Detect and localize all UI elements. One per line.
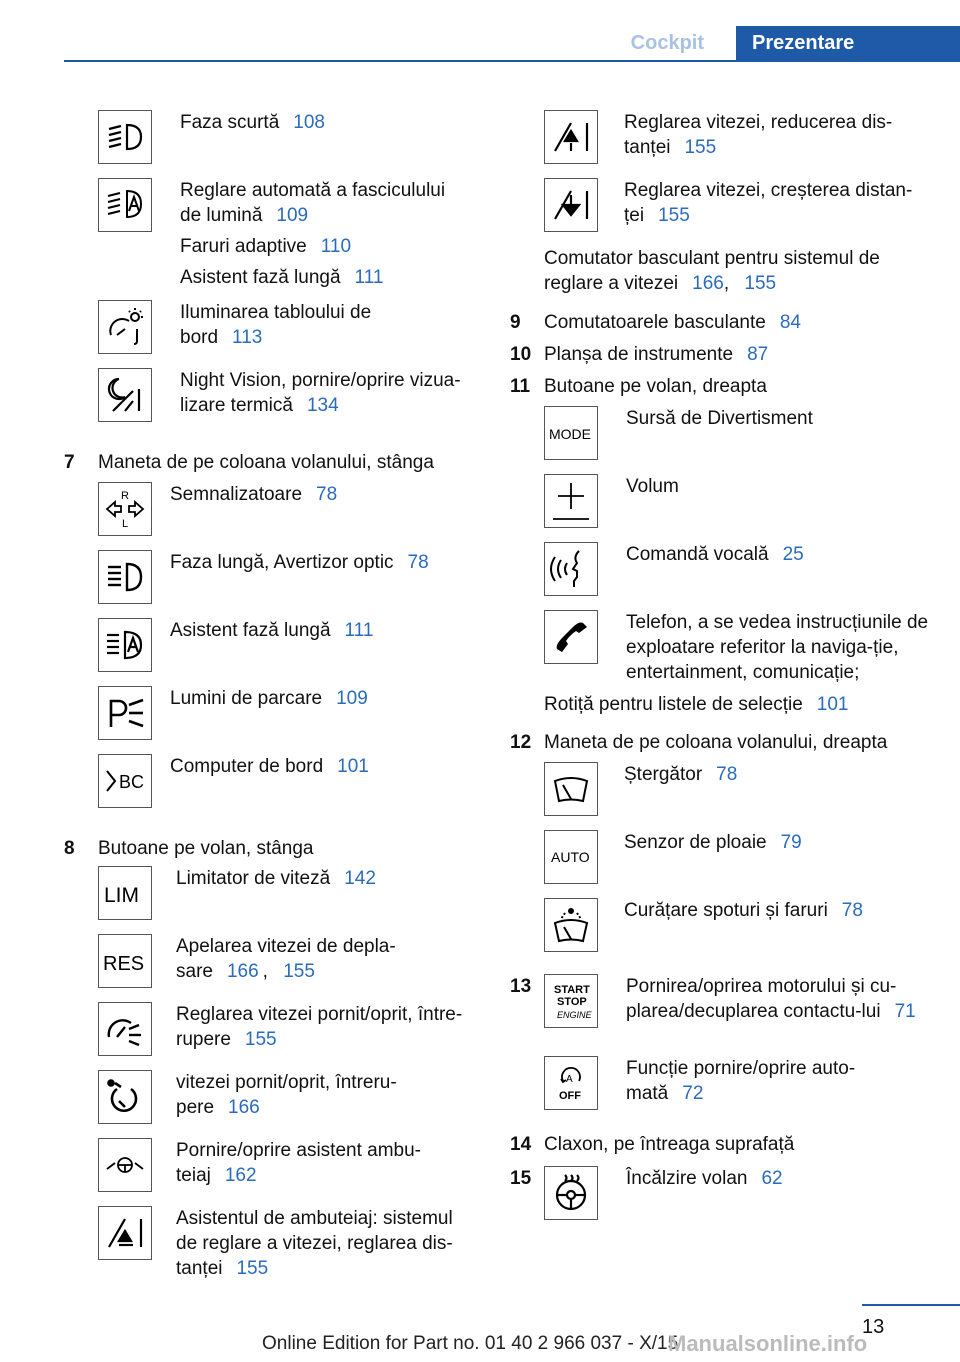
header-rule xyxy=(64,60,960,62)
page-ref-link[interactable]: 71 xyxy=(894,1001,916,1022)
page-ref-link[interactable]: 109 xyxy=(336,688,368,709)
item-label: Reglarea vitezei pornit/oprit, între-rupere xyxy=(176,1004,463,1050)
page-ref-link[interactable]: 113 xyxy=(232,327,263,348)
item-label: Lumini de parcare xyxy=(170,688,323,709)
page-ref-link[interactable]: 162 xyxy=(224,1165,257,1186)
mode-icon xyxy=(544,406,598,460)
section-number: 15 xyxy=(510,1168,532,1189)
section-title: Butoane pe volan, stânga xyxy=(98,838,314,859)
page-ref-link[interactable]: 25 xyxy=(782,544,804,565)
item-label: Comandă vocală xyxy=(626,544,769,565)
item-label: Ștergător xyxy=(624,764,703,785)
item-label: Curățare spoturi și faruri xyxy=(624,900,828,921)
item-label: Rotiță pentru listele de selecție xyxy=(544,694,803,715)
left-column xyxy=(64,110,484,1286)
list-item xyxy=(98,1002,484,1070)
item-label: Sursă de Divertisment xyxy=(626,408,813,429)
page-ref-link[interactable]: 166 xyxy=(228,1097,260,1118)
svg-text:MODE: MODE xyxy=(549,426,591,442)
distance-assist-icon xyxy=(98,1206,152,1260)
page-ref-link[interactable]: 155 xyxy=(744,273,777,294)
page-ref-link[interactable]: 111 xyxy=(344,620,374,641)
item-label: Asistent fază lungă xyxy=(180,267,341,288)
svg-text:RES: RES xyxy=(103,953,145,975)
page-ref-link[interactable]: 110 xyxy=(320,236,352,257)
list-item xyxy=(544,474,930,542)
res-icon xyxy=(98,934,152,988)
page-ref-link[interactable]: 87 xyxy=(747,344,769,365)
start-stop-icon xyxy=(544,974,598,1028)
cruise-icon xyxy=(98,1070,152,1124)
page-ref-link[interactable]: 78 xyxy=(407,552,429,573)
item-label: Pornirea/oprirea motorului și cu-plarea/decuplarea contactu-lui xyxy=(626,976,897,1022)
list-item: RES Apelarea vitezei de depla-sare 166 , 155 xyxy=(98,934,484,1002)
tab-prezentare[interactable]: Prezentare xyxy=(736,26,960,62)
page-ref-link[interactable]: 78 xyxy=(841,900,863,921)
section-number: 8 xyxy=(64,838,75,859)
list-item xyxy=(544,1056,930,1132)
scroll-wheel-note xyxy=(544,692,930,730)
page-ref-link[interactable]: 84 xyxy=(779,312,801,333)
section-number: 12 xyxy=(510,732,532,753)
auto-headlight-icon xyxy=(98,178,152,232)
item-label: Reglare automată a fasciculului de lumină xyxy=(180,180,446,226)
item-label: Faza lungă, Avertizor optic xyxy=(170,552,394,573)
item-label: Reglarea vitezei, creșterea distan-ței xyxy=(624,180,913,226)
page-ref-link[interactable]: 108 xyxy=(293,112,325,133)
item-label: vitezei pornit/oprit, întreru-pere xyxy=(176,1072,397,1118)
section-13 xyxy=(510,974,930,1056)
list-item xyxy=(98,686,484,754)
section-heading xyxy=(510,310,930,342)
item-label: Telefon, a se vedea instrucțiunile de exploatare referitor la naviga-ție, entertainment, comunicație; xyxy=(626,612,929,683)
svg-text:L: L xyxy=(122,518,129,530)
list-item xyxy=(98,1070,484,1138)
item-label: Apelarea vitezei de depla-sare xyxy=(176,936,396,982)
item-label: Iluminarea tabloului de bord xyxy=(180,302,372,348)
section-number: 11 xyxy=(510,376,531,397)
page-ref-link[interactable]: 166 xyxy=(692,273,724,294)
traffic-jam-assist-icon xyxy=(98,1138,152,1192)
section-heading xyxy=(510,374,930,406)
page-ref-link[interactable]: 155 xyxy=(283,961,315,982)
item-label: Semnalizatoare xyxy=(170,484,303,505)
rocker-switch-note: Comutator basculant pentru sistemul de reglare a vitezei 166, 155 xyxy=(544,248,880,294)
tab-cockpit[interactable]: Cockpit xyxy=(630,32,704,54)
item-label: Night Vision, pornire/oprire vizua-lizare termică xyxy=(180,370,461,416)
night-vision-icon xyxy=(98,368,152,422)
list-item xyxy=(98,754,484,836)
svg-text:R: R xyxy=(121,490,129,502)
item-label: Senzor de ploaie xyxy=(624,832,767,853)
page-header xyxy=(0,26,960,62)
item-label: Faza scurtă xyxy=(180,112,280,133)
svg-text:A: A xyxy=(566,1074,573,1085)
page-ref-link[interactable]: 155 xyxy=(658,205,690,226)
list-item xyxy=(544,898,930,974)
section-number: 10 xyxy=(510,344,532,365)
distance-increase-icon xyxy=(544,178,598,232)
page-ref-link[interactable]: 109 xyxy=(276,205,309,226)
list-item xyxy=(544,542,930,610)
page-ref-link[interactable]: 142 xyxy=(344,868,376,889)
page-ref-link[interactable]: 166 xyxy=(226,961,259,982)
item-label: Asistent fază lungă xyxy=(170,620,331,641)
dashboard-illumination-icon xyxy=(98,300,152,354)
section-number: 13 xyxy=(510,976,532,997)
page-ref-link[interactable]: 78 xyxy=(716,764,738,785)
section-heading xyxy=(510,730,930,762)
wiper-icon xyxy=(544,762,598,816)
phone-icon xyxy=(544,610,598,664)
list-item xyxy=(98,1138,484,1206)
item-label: Funcție pornire/oprire auto-mată xyxy=(626,1058,856,1104)
bc-icon xyxy=(98,754,152,808)
list-item xyxy=(544,178,930,246)
section-title: Claxon, pe întreaga suprafață xyxy=(544,1134,795,1155)
page-ref-link[interactable]: 101 xyxy=(816,694,849,715)
list-item xyxy=(98,1206,484,1286)
section-title: Maneta de pe coloana volanului, stânga xyxy=(98,452,434,473)
item-label: Reglarea vitezei, reducerea dis-tanței xyxy=(624,112,893,158)
svg-text:AUTO: AUTO xyxy=(551,849,590,865)
page-ref-link[interactable]: 78 xyxy=(316,484,338,505)
page-ref-link[interactable]: 155 xyxy=(244,1029,277,1050)
cruise-onoff-icon xyxy=(98,1002,152,1056)
item-label: Faruri adaptive xyxy=(180,236,307,257)
page-ref-link[interactable]: 72 xyxy=(682,1083,704,1104)
list-item xyxy=(98,368,484,450)
section-title: Comutatoarele basculante xyxy=(544,312,766,333)
page-ref-link[interactable]: 101 xyxy=(337,756,369,777)
page-ref-link[interactable]: 134 xyxy=(306,395,339,416)
item-label: Limitator de viteză xyxy=(176,868,331,889)
section-title: Planșa de instrumente xyxy=(544,344,734,365)
plus-icon xyxy=(544,474,598,528)
auto-start-stop-off-icon xyxy=(544,1056,598,1110)
right-column xyxy=(510,110,930,1234)
watermark: Manualsonline.info xyxy=(668,1331,868,1356)
section-number: 7 xyxy=(64,452,75,473)
high-beam-icon xyxy=(98,550,152,604)
parking-lights-icon xyxy=(98,686,152,740)
svg-text:OFF: OFF xyxy=(559,1090,581,1102)
section-heading xyxy=(510,342,930,374)
page-ref-link[interactable]: 155 xyxy=(236,1258,269,1279)
item-label: Asistentul de ambuteiaj: sistemul de reglare a vitezei, reglarea dis-tanței xyxy=(176,1208,453,1279)
section-number: 9 xyxy=(510,312,521,333)
section-heading xyxy=(64,450,484,482)
list-item xyxy=(544,110,930,178)
footer-rule xyxy=(862,1304,960,1306)
page-number: 13 xyxy=(862,1316,885,1338)
list-item xyxy=(98,110,484,178)
page-ref-link[interactable]: 155 xyxy=(684,137,717,158)
high-beam-assist-icon xyxy=(98,618,152,672)
list-item xyxy=(98,618,484,686)
list-item xyxy=(98,550,484,618)
page-ref-link[interactable]: 62 xyxy=(761,1168,783,1189)
list-item xyxy=(544,830,930,898)
section-15 xyxy=(510,1166,930,1234)
list-item xyxy=(98,300,484,368)
svg-text:LIM: LIM xyxy=(104,884,140,907)
section-title: Maneta de pe coloana volanului, dreapta xyxy=(544,732,888,753)
svg-text:STOP: STOP xyxy=(557,996,587,1008)
auto-icon xyxy=(544,830,598,884)
turn-signal-icon xyxy=(98,482,152,536)
page-ref-link[interactable]: 79 xyxy=(780,832,802,853)
section-heading xyxy=(510,1132,930,1166)
item-label: Comutator basculant pentru sistemul de reglare a vitezei xyxy=(544,248,880,294)
steering-heating-icon xyxy=(544,1166,598,1220)
lim-icon xyxy=(98,866,152,920)
svg-text:ENGINE: ENGINE xyxy=(557,1010,592,1020)
distance-decrease-icon xyxy=(544,110,598,164)
page-ref-link[interactable]: 111 xyxy=(354,267,384,288)
voice-command-icon xyxy=(544,542,598,596)
section-title: Butoane pe volan, dreapta xyxy=(544,376,767,397)
item-label: Computer de bord xyxy=(170,756,324,777)
list-item xyxy=(544,762,930,830)
list-item xyxy=(98,866,484,934)
section-number: 14 xyxy=(510,1134,532,1155)
list-item xyxy=(98,178,484,300)
low-beam-icon xyxy=(98,110,152,164)
list-item xyxy=(544,406,930,474)
washer-icon xyxy=(544,898,598,952)
svg-text:BC: BC xyxy=(119,772,145,792)
svg-text:START: START xyxy=(554,984,590,996)
list-item xyxy=(98,482,484,550)
item-label: Pornire/oprire asistent ambu-teiaj xyxy=(176,1140,421,1186)
list-item xyxy=(544,610,930,692)
edition-text: Online Edition for Part no. 01 40 2 966 037 - X/15 xyxy=(262,1333,679,1354)
item-label: Încălzire volan xyxy=(626,1168,748,1189)
item-label: Volum xyxy=(626,476,679,497)
section-heading xyxy=(64,836,484,866)
